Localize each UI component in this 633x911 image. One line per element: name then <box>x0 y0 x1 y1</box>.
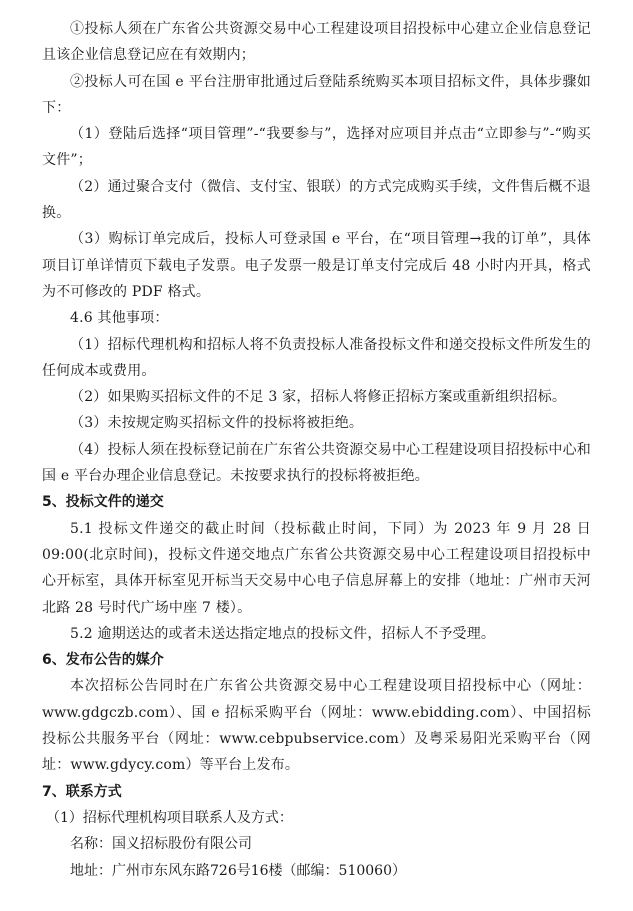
paragraph-other-matters-title: 4.6 其他事项： <box>70 310 169 327</box>
section-6-heading: 6、发布公告的媒介 <box>42 652 164 669</box>
contact-subheading: （1）招标代理机构项目联系人及方式： <box>46 809 293 826</box>
section-7-heading: 7、联系方式 <box>42 783 122 800</box>
section-5-heading: 5、投标文件的递交 <box>42 494 164 511</box>
contact-address: 地址：广州市东风东路726号16楼（邮编：510060） <box>70 862 406 879</box>
paragraph-step-2: （2）通过聚合支付（微信、支付宝、银联）的方式完成购买手续，文件售后概不退换。 <box>42 178 591 222</box>
paragraph-step-1: （1）登陆后选择“项目管理”-“我要参与”，选择对应项目并点击“立即参与”-“购买文件”； <box>42 126 591 169</box>
section-6-paragraph-1: 本次招标公告同时在广东省公共资源交易中心工程建设项目招投标中心（网址：www.gdgczb.com）、国 e 招标采购平台（网址：www.ebidding.com）、中国招标投标公共服务平台（网址：www.cebpubservice.com）及粤采易阳光采购平台（网址：www.gdycy.com）等平台上发布。 <box>42 678 591 774</box>
paragraph-registration: ①投标人须在广东省公共资源交易中心工程建设项目招投标中心建立企业信息登记且该企业信息登记应在有效期内； <box>42 21 591 64</box>
paragraph-purchase-steps: ②投标人可在国 e 平台注册审批通过后登陆系统购买本项目招标文件，具体步骤如下： <box>42 73 591 116</box>
section-5-paragraph-1: 5.1 投标文件递交的截止时间（投标截止时间，下同）为 2023 年 9 月 28 日 09:00(北京时间)，投标文件递交地点广东省公共资源交易中心工程建设项目招投标中心开标室，具体开标室见开标当天交易中心电子信息屏幕上的安排（地址：广州市天河北路 28 号时代广场中座 7 楼）。 <box>42 520 591 616</box>
contact-name: 名称：国义招标股份有限公司 <box>70 836 252 853</box>
paragraph-step-3: （3）购标订单完成后，投标人可登录国 e 平台，在“项目管理→我的订单”，具体项目订单详情页下载电子发票。电子发票一般是订单支付完成后 48 小时内开具，格式为不可修改的 PDF 格式。 <box>42 231 591 300</box>
paragraph-other-3: （3）未按规定购买招标文件的投标将被拒绝。 <box>70 415 364 432</box>
paragraph-other-4: （4）投标人须在投标登记前在广东省公共资源交易中心工程建设项目招投标中心和国 e 平台办理企业信息登记。未按要求执行的投标将被拒绝。 <box>42 441 591 485</box>
paragraph-other-1: （1）招标代理机构和招标人将不负责投标人准备投标文件和递交投标文件所发生的任何成本或费用。 <box>42 336 591 379</box>
section-5-paragraph-2: 5.2 逾期送达的或者未送达指定地点的投标文件，招标人不予受理。 <box>70 625 496 642</box>
paragraph-other-2: （2）如果购买招标文件的不足 3 家，招标人将修正招标方案或重新组织招标。 <box>70 389 567 406</box>
